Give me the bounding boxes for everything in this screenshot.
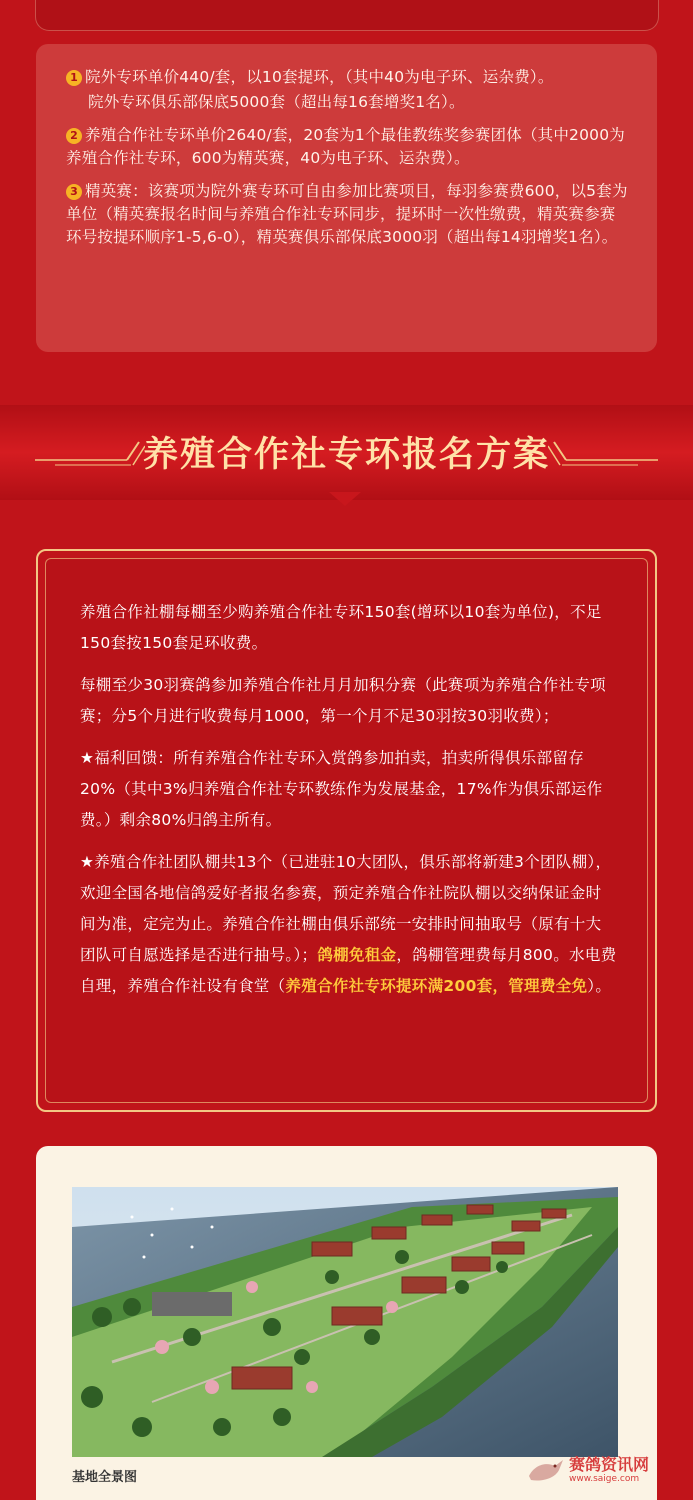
plan-paragraph-1: 养殖合作社棚每棚至少购养殖合作社专环150套(增环以10套为单位)，不足150套按150套足环收费。 bbox=[80, 603, 602, 652]
number-badge-2-icon: 2 bbox=[66, 128, 82, 144]
watermark bbox=[525, 1454, 649, 1486]
highlight-free-rent: 鸽棚免租金 bbox=[317, 946, 397, 964]
top-panel-edge bbox=[35, 0, 659, 31]
plan-paragraph-3: ★福利回馈：所有养殖合作社专环入赏鸽参加拍卖，拍卖所得俱乐部留存20%（其中3%归养殖合作社专环教练作为发展基金，17%作为俱乐部运作费。）剩余80%归鸽主所有。 bbox=[80, 749, 603, 829]
rule-item-3: 3 精英赛：该赛项为院外赛专环可自由参加比赛项目，每羽参赛费600，以5套为单位（精英赛报名时间与养殖合作社专环同步，提环时一次性缴费，精英赛参赛环号按提环顺序1-5,6-0），精英赛俱乐部保底3000羽（超出每14羽增奖1名）。 bbox=[66, 182, 628, 246]
number-badge-1-icon: 1 bbox=[66, 70, 82, 86]
base-panorama-image bbox=[72, 1187, 618, 1457]
photo-caption: 基地全景图 bbox=[72, 1470, 138, 1485]
left-ornament-icon bbox=[35, 432, 145, 472]
watermark-text: 赛鸽资讯网 bbox=[568, 1455, 649, 1474]
plan-paragraph-4: ★养殖合作社团队棚共13个（已进驻10大团队，俱乐部将新建3个团队棚），欢迎全国各地信鸽爱好者报名参赛，预定养殖合作社院队棚以交纳保证金时间为准，定完为止。养殖合作社棚由俱乐部统一安排时间抽取号（原有十大团队可自愿选择是否进行抽号。）；鸽棚免租金，鸽棚管理费每月800。水电费自理，养殖合作社设有食堂（养殖合作社专环提环满200套，管理费全免）。 bbox=[80, 853, 617, 995]
registration-plan-box bbox=[36, 549, 657, 1112]
rule-item-1: 1 院外专环单价440/套，以10套提环，（其中40为电子环、运杂费）。 bbox=[66, 66, 631, 89]
rule-item-1-continued: 院外专环俱乐部保底5000套（超出每16套增奖1名）。 bbox=[88, 93, 465, 111]
rule-item-2: 2 养殖合作社专环单价2640/套，20套为1个最佳教练奖参赛团体（其中2000为养殖合作社专环，600为精英赛，40为电子环、运杂费）。 bbox=[66, 126, 626, 167]
plan-paragraph-2: 每棚至少30羽赛鸽参加养殖合作社月月加积分赛（此赛项为养殖合作社专项赛；分5个月进行收费每月1000，第一个月不足30羽按30羽收费）； bbox=[80, 676, 606, 725]
banner-notch bbox=[329, 492, 361, 506]
watermark-url: www.saige.com bbox=[568, 1474, 640, 1484]
section-title: 养殖合作社专环报名方案 bbox=[142, 435, 550, 475]
highlight-fee-waiver: 养殖合作社专环提环满200套，管理费全免 bbox=[285, 977, 588, 995]
right-ornament-icon bbox=[548, 432, 658, 472]
pigeon-logo-icon bbox=[525, 1454, 565, 1486]
number-badge-3-icon: 3 bbox=[66, 184, 82, 200]
base-photo-card bbox=[36, 1146, 657, 1500]
pricing-rules-box bbox=[36, 44, 657, 352]
registration-plan-content bbox=[45, 558, 648, 1103]
